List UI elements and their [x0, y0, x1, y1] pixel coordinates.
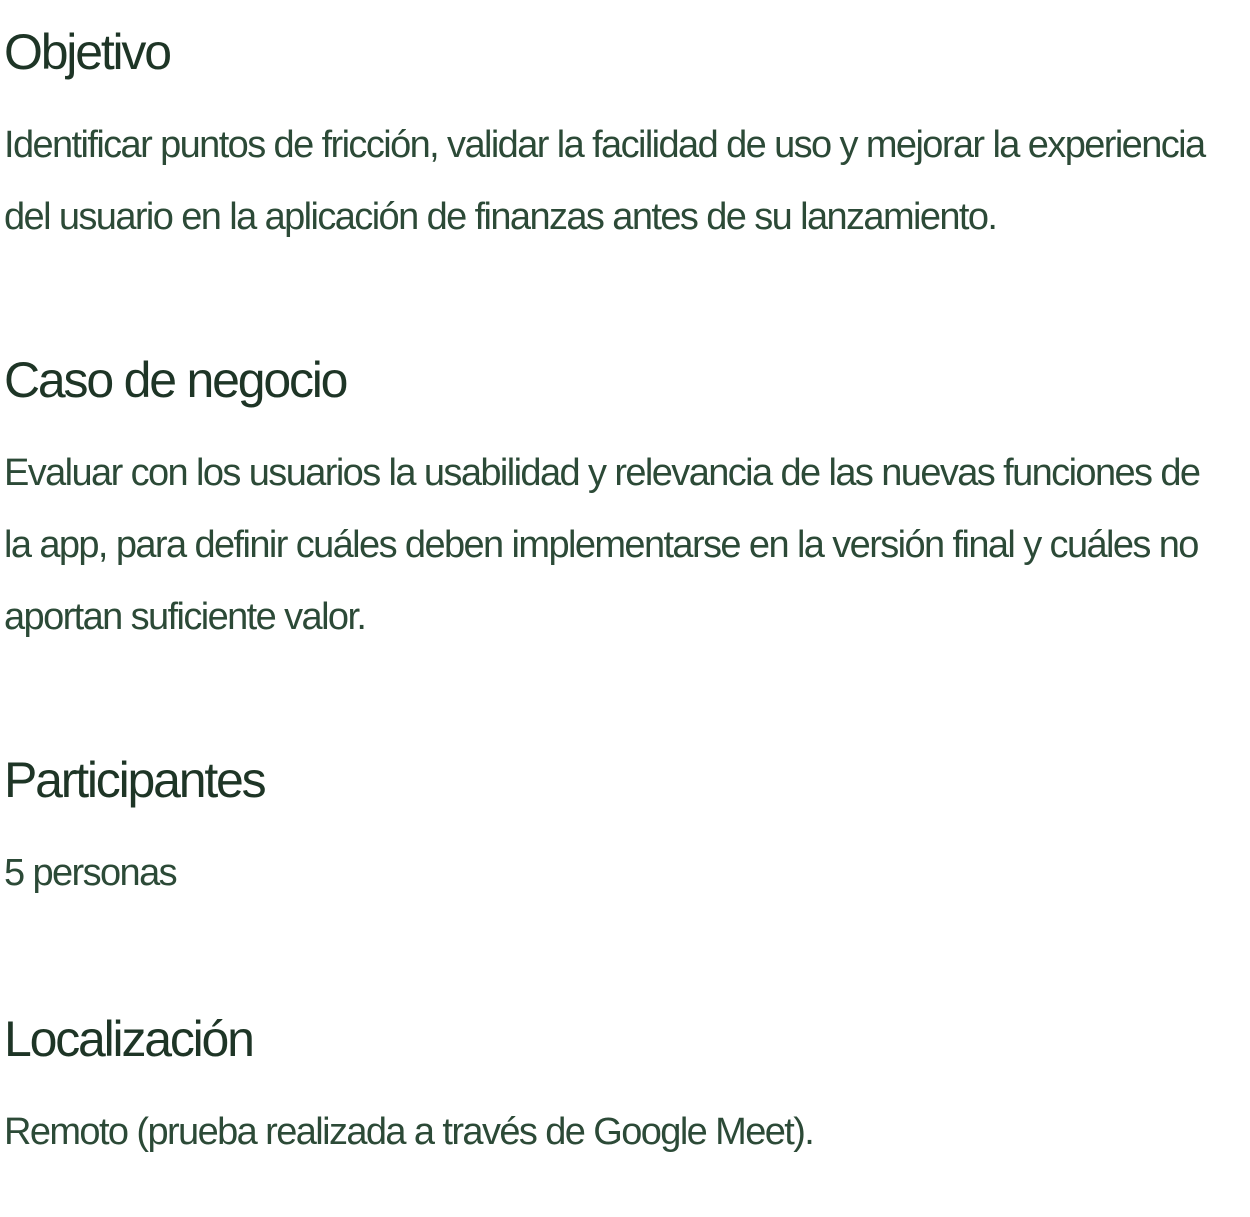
section-objetivo	[4, 0, 1234, 253]
section-body-caso-de-negocio: Evaluar con los usuarios la usabilidad y relevancia de las nuevas funciones de la app, para definir cuáles deben implementarse en la versión final y cuáles no aportan suficiente valor.	[4, 452, 1200, 638]
section-title-objetivo: Objetivo	[4, 24, 170, 80]
section-participantes	[4, 750, 1234, 909]
section-caso-de-negocio	[4, 350, 1234, 653]
section-body-localizacion: Remoto (prueba realizada a través de Google Meet).	[4, 1111, 814, 1153]
section-body-participantes: 5 personas	[4, 852, 177, 894]
section-title-caso-de-negocio: Caso de negocio	[4, 352, 347, 408]
section-title-localizacion: Localización	[4, 1011, 253, 1067]
document-content	[4, 0, 1234, 1168]
section-body-objetivo: Identificar puntos de fricción, validar la facilidad de uso y mejorar la experiencia del usuario en la aplicación de finanzas antes de su lanzamiento.	[4, 124, 1205, 238]
section-title-participantes: Participantes	[4, 752, 265, 808]
section-localizacion	[4, 1009, 1234, 1168]
